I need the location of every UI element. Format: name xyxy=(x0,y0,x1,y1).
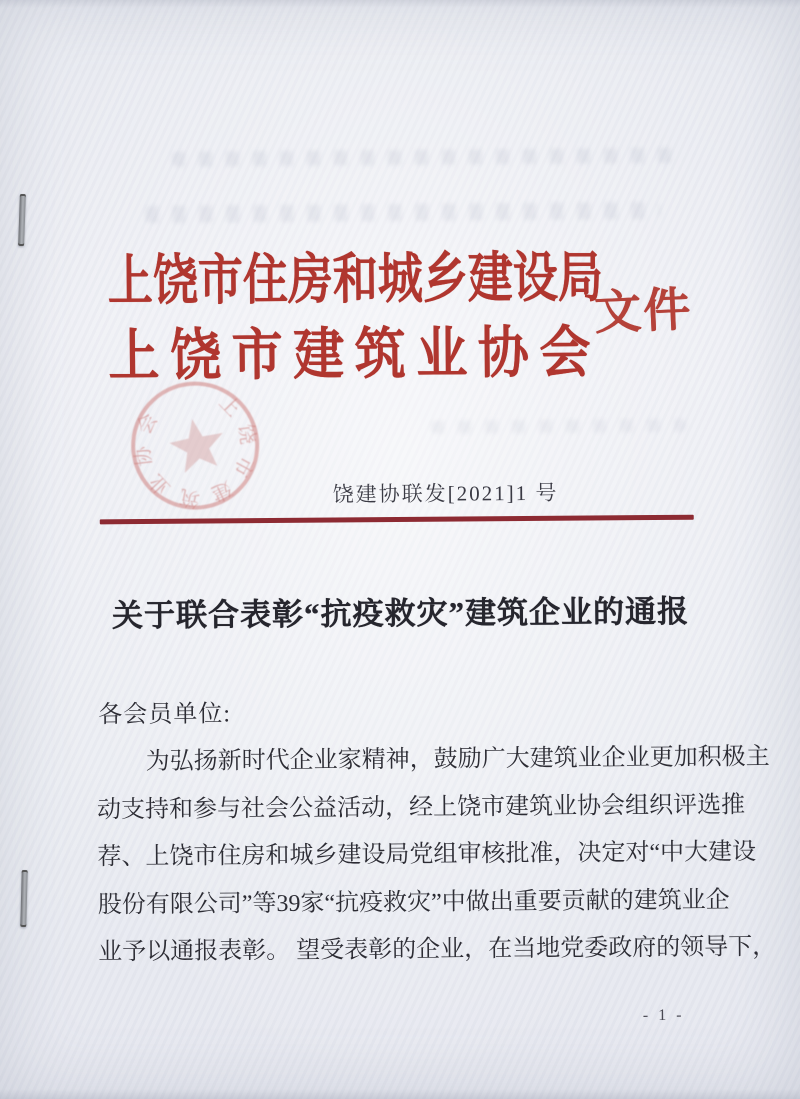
seal-text: 上饶市建筑业协会 xyxy=(130,391,260,511)
body-paragraph xyxy=(96,735,777,977)
seal-star-icon xyxy=(162,411,236,486)
document-number: 饶建协联发[2021]1 号 xyxy=(332,480,559,507)
bleed-through-smudge xyxy=(431,419,686,434)
scan-edge-shadow xyxy=(0,0,800,8)
bleed-through-smudge xyxy=(145,202,660,223)
body-line: 股份有限公司”等39家“抗疫救灾”中做出重要贡献的建筑业企 xyxy=(97,886,730,918)
letterhead-org-line2: 上饶市建筑业协会 xyxy=(108,322,591,389)
body-line: 业予以通报表彰。 望受表彰的企业，在当地党委政府的领导下， xyxy=(98,934,777,966)
body-line: 荐、上饶市住房和城乡建设局党组审核批准，决定对“中大建设 xyxy=(97,839,757,871)
salutation: 各会员单位: xyxy=(98,701,232,729)
letterhead-doc-type-label: 文件 xyxy=(593,284,694,341)
page-number: - 1 - xyxy=(642,1006,685,1025)
body-line: 动支持和参与社会公益活动，经上饶市建筑业协会组织评选推 xyxy=(96,791,746,823)
letterhead-org-line1: 上饶市住房和城乡建设局 xyxy=(107,247,604,312)
letterhead-divider-rule xyxy=(100,515,694,524)
scan-edge-shadow xyxy=(0,1089,800,1099)
bleed-through-smudge xyxy=(172,148,677,167)
body-line: 为弘扬新时代企业家精神，鼓励广大建筑业企业更加积极主 xyxy=(145,744,770,776)
document-title: 关于联合表彰“抗疫救灾”建筑企业的通报 xyxy=(111,593,690,634)
